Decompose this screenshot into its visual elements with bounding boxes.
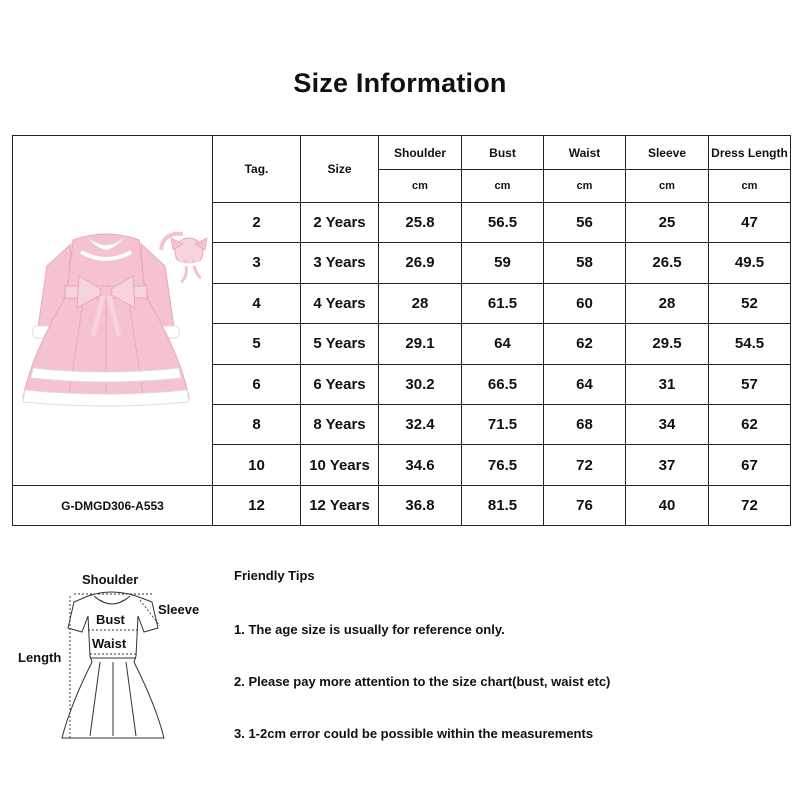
cell-size: 5 Years — [301, 324, 379, 364]
cell-length: 62 — [709, 405, 791, 445]
unit-dress-length: cm — [709, 170, 791, 202]
cell-size: 12 Years — [301, 486, 379, 526]
cell-length: 49.5 — [709, 243, 791, 283]
dress-image — [23, 234, 189, 406]
tips-title: Friendly Tips — [234, 568, 315, 583]
cell-shoulder: 34.6 — [379, 445, 462, 486]
cell-waist: 56 — [544, 202, 626, 242]
cell-shoulder: 26.9 — [379, 243, 462, 283]
cell-shoulder: 30.2 — [379, 364, 462, 404]
cell-tag: 5 — [213, 324, 301, 364]
cell-size: 10 Years — [301, 445, 379, 486]
cell-length: 52 — [709, 283, 791, 323]
cell-size: 2 Years — [301, 202, 379, 242]
cell-size: 3 Years — [301, 243, 379, 283]
cell-shoulder: 29.1 — [379, 324, 462, 364]
diagram-label-bust: Bust — [96, 612, 125, 627]
cell-length: 54.5 — [709, 324, 791, 364]
cell-tag: 2 — [213, 202, 301, 242]
header-row — [13, 136, 791, 170]
cell-bust: 64 — [462, 324, 544, 364]
cell-waist: 62 — [544, 324, 626, 364]
cell-tag: 3 — [213, 243, 301, 283]
headband-image — [161, 234, 207, 282]
cell-sleeve: 40 — [626, 486, 709, 526]
cell-bust: 76.5 — [462, 445, 544, 486]
cell-size: 6 Years — [301, 364, 379, 404]
cell-shoulder: 25.8 — [379, 202, 462, 242]
diagram-label-shoulder: Shoulder — [82, 572, 139, 587]
cell-bust: 71.5 — [462, 405, 544, 445]
product-image — [13, 136, 212, 480]
cell-length: 57 — [709, 364, 791, 404]
page-title: Size Information — [293, 68, 507, 98]
cell-tag: 12 — [213, 486, 301, 526]
tip-item: 3. 1-2cm error could be possible within the measurements — [234, 726, 594, 741]
header-dress-length: Dress Length — [709, 136, 791, 170]
cell-tag: 8 — [213, 405, 301, 445]
cell-waist: 68 — [544, 405, 626, 445]
size-table — [12, 135, 791, 526]
cell-sleeve: 31 — [626, 364, 709, 404]
unit-shoulder: cm — [379, 170, 462, 202]
cell-bust: 81.5 — [462, 486, 544, 526]
cell-size: 8 Years — [301, 405, 379, 445]
unit-waist: cm — [544, 170, 626, 202]
cell-shoulder: 32.4 — [379, 405, 462, 445]
cell-waist: 72 — [544, 445, 626, 486]
cell-length: 67 — [709, 445, 791, 486]
product-sku: G-DMGD306-A553 — [13, 486, 213, 526]
cell-bust: 61.5 — [462, 283, 544, 323]
cell-waist: 76 — [544, 486, 626, 526]
cell-bust: 59 — [462, 243, 544, 283]
cell-sleeve: 25 — [626, 202, 709, 242]
cell-shoulder: 28 — [379, 283, 462, 323]
cell-sleeve: 34 — [626, 405, 709, 445]
header-size: Size — [301, 136, 379, 203]
cell-size: 4 Years — [301, 283, 379, 323]
cell-sleeve: 37 — [626, 445, 709, 486]
cell-length: 72 — [709, 486, 791, 526]
cell-sleeve: 29.5 — [626, 324, 709, 364]
unit-bust: cm — [462, 170, 544, 202]
tip-item: 1. The age size is usually for reference only. — [234, 622, 505, 637]
unit-sleeve: cm — [626, 170, 709, 202]
diagram-label-sleeve: Sleeve — [158, 602, 200, 617]
cell-bust: 56.5 — [462, 202, 544, 242]
table-row — [13, 486, 791, 526]
cell-tag: 4 — [213, 283, 301, 323]
diagram-label-length: Length — [18, 650, 62, 665]
cell-tag: 6 — [213, 364, 301, 404]
cell-length: 47 — [709, 202, 791, 242]
header-tag: Tag. — [213, 136, 301, 203]
cell-bust: 66.5 — [462, 364, 544, 404]
header-bust: Bust — [462, 136, 544, 170]
header-waist: Waist — [544, 136, 626, 170]
cell-waist: 64 — [544, 364, 626, 404]
header-sleeve: Sleeve — [626, 136, 709, 170]
cell-tag: 10 — [213, 445, 301, 486]
cell-shoulder: 36.8 — [379, 486, 462, 526]
product-image-cell — [13, 136, 213, 486]
header-shoulder: Shoulder — [379, 136, 462, 170]
diagram-label-waist: Waist — [92, 636, 127, 651]
cell-waist: 60 — [544, 283, 626, 323]
cell-sleeve: 28 — [626, 283, 709, 323]
tip-item: 2. Please pay more attention to the size chart(bust, waist etc) — [234, 674, 611, 689]
cell-waist: 58 — [544, 243, 626, 283]
cell-sleeve: 26.5 — [626, 243, 709, 283]
